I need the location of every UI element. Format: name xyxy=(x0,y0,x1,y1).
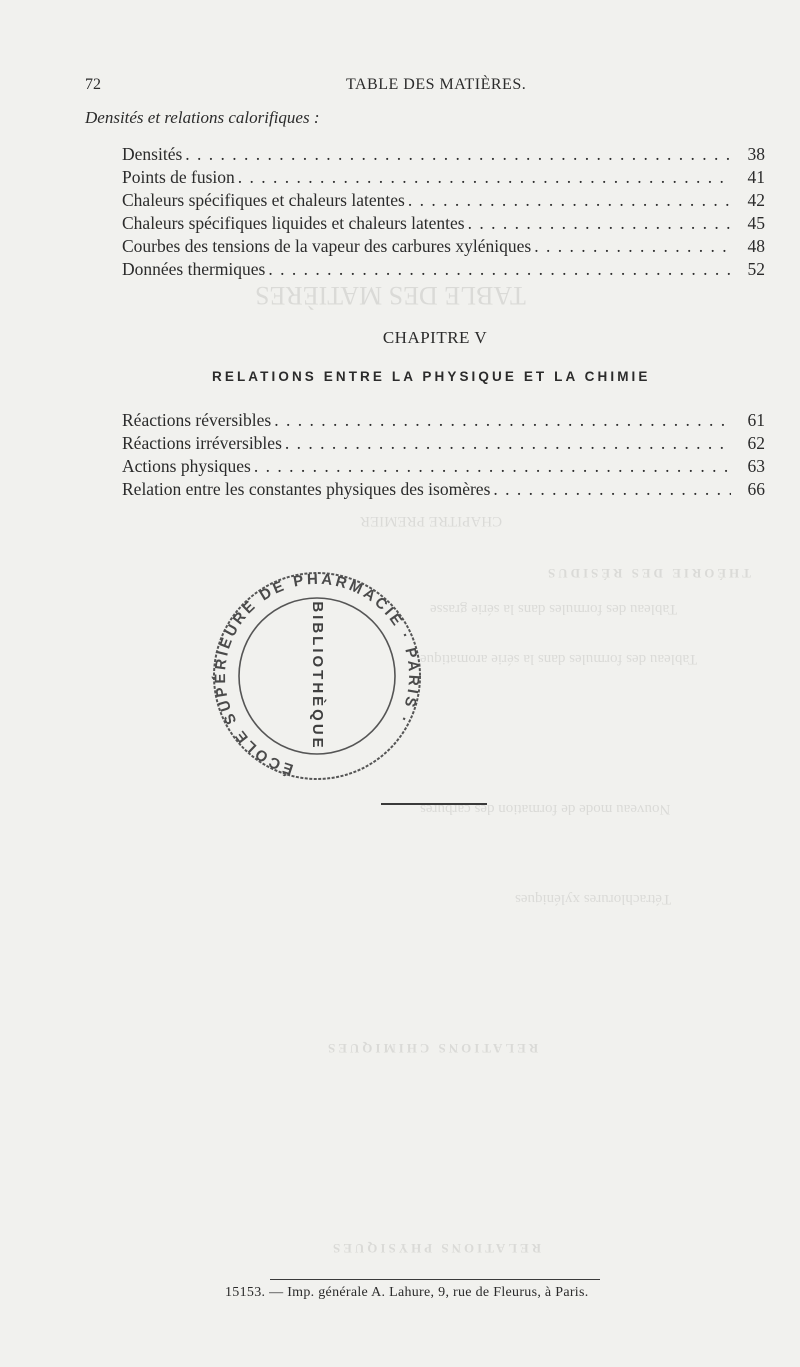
toc-entry xyxy=(122,456,765,479)
show-through-line-2: Tableau des formules dans la série aromatique xyxy=(420,651,698,667)
dot-leader xyxy=(185,144,731,165)
toc-entry-page: 62 xyxy=(747,433,765,453)
toc-entry-label: Courbes des tensions de la vapeur des carbures xyléniques xyxy=(122,236,532,256)
dot-leader xyxy=(285,433,731,454)
dot-leader xyxy=(274,410,731,431)
show-through-line-3: Nouveau mode de formation des carbures xyxy=(420,801,671,817)
toc-entry xyxy=(122,410,765,433)
toc-entry-page: 63 xyxy=(747,456,765,476)
toc-entry xyxy=(122,167,765,190)
separator-rule xyxy=(381,803,487,805)
toc-entry-page: 52 xyxy=(747,259,765,279)
dot-leader xyxy=(238,167,731,188)
dot-leader xyxy=(534,236,731,257)
toc-list-densities xyxy=(122,144,765,282)
show-through-title: TABLE DES MATIÈRES xyxy=(255,281,526,310)
toc-entry-page: 38 xyxy=(747,144,765,164)
toc-entry xyxy=(122,213,765,236)
chapter-title: CHAPITRE V xyxy=(382,328,488,347)
show-through-line-5: RELATIONS CHIMIQUES xyxy=(325,1041,539,1056)
toc-entry-page: 42 xyxy=(747,190,765,210)
footer-rule xyxy=(270,1279,600,1280)
toc-entry-label: Chaleurs spécifiques liquides et chaleurs latentes xyxy=(122,213,465,233)
toc-entry-label: Réactions réversibles xyxy=(122,410,272,430)
svg-text:ÉCOLE SUPÉRIEURE DE PHARMACIE: ÉCOLE SUPÉRIEURE DE PHARMACIE · PARIS · xyxy=(211,570,423,778)
toc-entry-page: 48 xyxy=(747,236,765,256)
section-heading: Densités et relations calorifiques : xyxy=(85,108,320,127)
svg-text:BIBLIOTHÈQUE: BIBLIOTHÈQUE xyxy=(309,601,326,751)
toc-entry-label: Points de fusion xyxy=(122,167,235,187)
running-title: TABLE DES MATIÈRES. xyxy=(346,76,527,93)
show-through-line-4: Tétrachlorures xyléniques xyxy=(515,891,672,907)
show-through-chapter: CHAPITRE PREMIER xyxy=(360,513,503,529)
toc-entry xyxy=(122,144,765,167)
show-through-subtitle: THÉORIE DES RÉSIDUS xyxy=(545,566,751,581)
toc-entry-label: Densités xyxy=(122,144,183,164)
library-stamp xyxy=(205,570,430,785)
toc-entry-page: 61 xyxy=(747,410,765,430)
toc-entry xyxy=(122,236,765,259)
show-through-line-1: Tableau des formules dans la série grasse xyxy=(430,601,678,617)
toc-entry-label: Réactions irréversibles xyxy=(122,433,282,453)
toc-entry-page: 45 xyxy=(747,213,765,233)
toc-entry-label: Actions physiques xyxy=(122,456,251,476)
toc-entry xyxy=(122,190,765,213)
toc-entry xyxy=(122,433,765,456)
dot-leader xyxy=(468,213,731,234)
toc-entry-label: Relation entre les constantes physiques des isomères xyxy=(122,479,491,499)
dot-leader xyxy=(408,190,731,211)
dot-leader xyxy=(493,479,731,500)
dot-leader xyxy=(268,259,731,280)
toc-entry-page: 66 xyxy=(747,479,765,499)
toc-entry xyxy=(122,259,765,282)
toc-entry-label: Données thermiques xyxy=(122,259,266,279)
toc-entry-page: 41 xyxy=(747,167,765,187)
dot-leader xyxy=(254,456,731,477)
printer-imprint: 15153. — Imp. générale A. Lahure, 9, rue de Fleurus, à Paris. xyxy=(225,1285,589,1300)
toc-entry-label: Chaleurs spécifiques et chaleurs latentes xyxy=(122,190,405,210)
show-through-line-6: RELATIONS PHYSIQUES xyxy=(330,1241,541,1256)
chapter-subtitle: RELATIONS ENTRE LA PHYSIQUE ET LA CHIMIE xyxy=(212,369,651,384)
page-number: 72 xyxy=(85,76,101,93)
toc-list-chapter-v xyxy=(122,410,765,502)
toc-entry xyxy=(122,479,765,502)
